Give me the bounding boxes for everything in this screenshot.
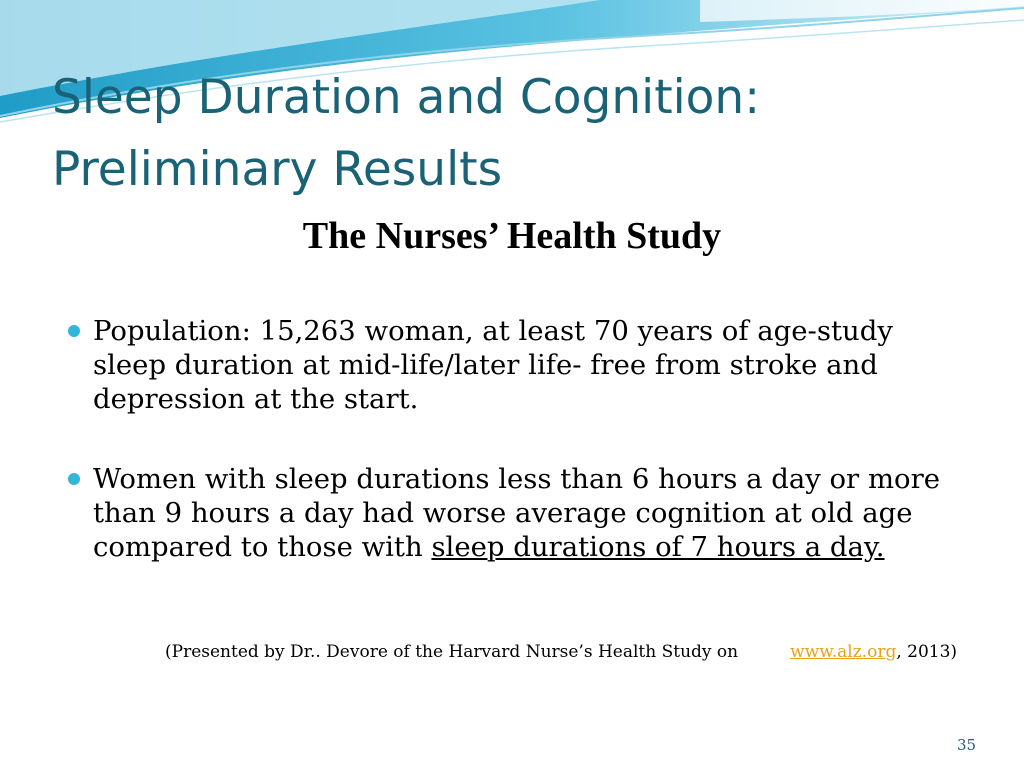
citation-suffix: , 2013) xyxy=(896,642,958,662)
citation xyxy=(165,642,985,662)
bullet-text: Women with sleep durations less than 6 hours a day or more than 9 hours a day had worse average cognition at old age compared to those with xyxy=(93,463,940,563)
slide-subtitle: The Nurses’ Health Study xyxy=(302,215,722,257)
bullet-dot-icon xyxy=(68,325,80,337)
bullet-item xyxy=(62,314,967,416)
bullet-list xyxy=(62,314,967,564)
bullet-underlined-text: sleep durations of 7 hours a day. xyxy=(431,531,885,563)
bullet-item xyxy=(62,462,967,564)
citation-link[interactable]: www.alz.org xyxy=(790,642,897,662)
page-number: 35 xyxy=(957,736,977,754)
slide-title: Sleep Duration and Cognition: Preliminary Results xyxy=(52,70,761,197)
citation-prefix: (Presented by Dr.. Devore of the Harvard Nurse’s Health Study on xyxy=(165,642,739,662)
bullet-dot-icon xyxy=(68,473,80,485)
bullet-text: Population: 15,263 woman, at least 70 years of age-study sleep duration at mid-life/later life- free from stroke and depression at the start. xyxy=(93,315,893,415)
